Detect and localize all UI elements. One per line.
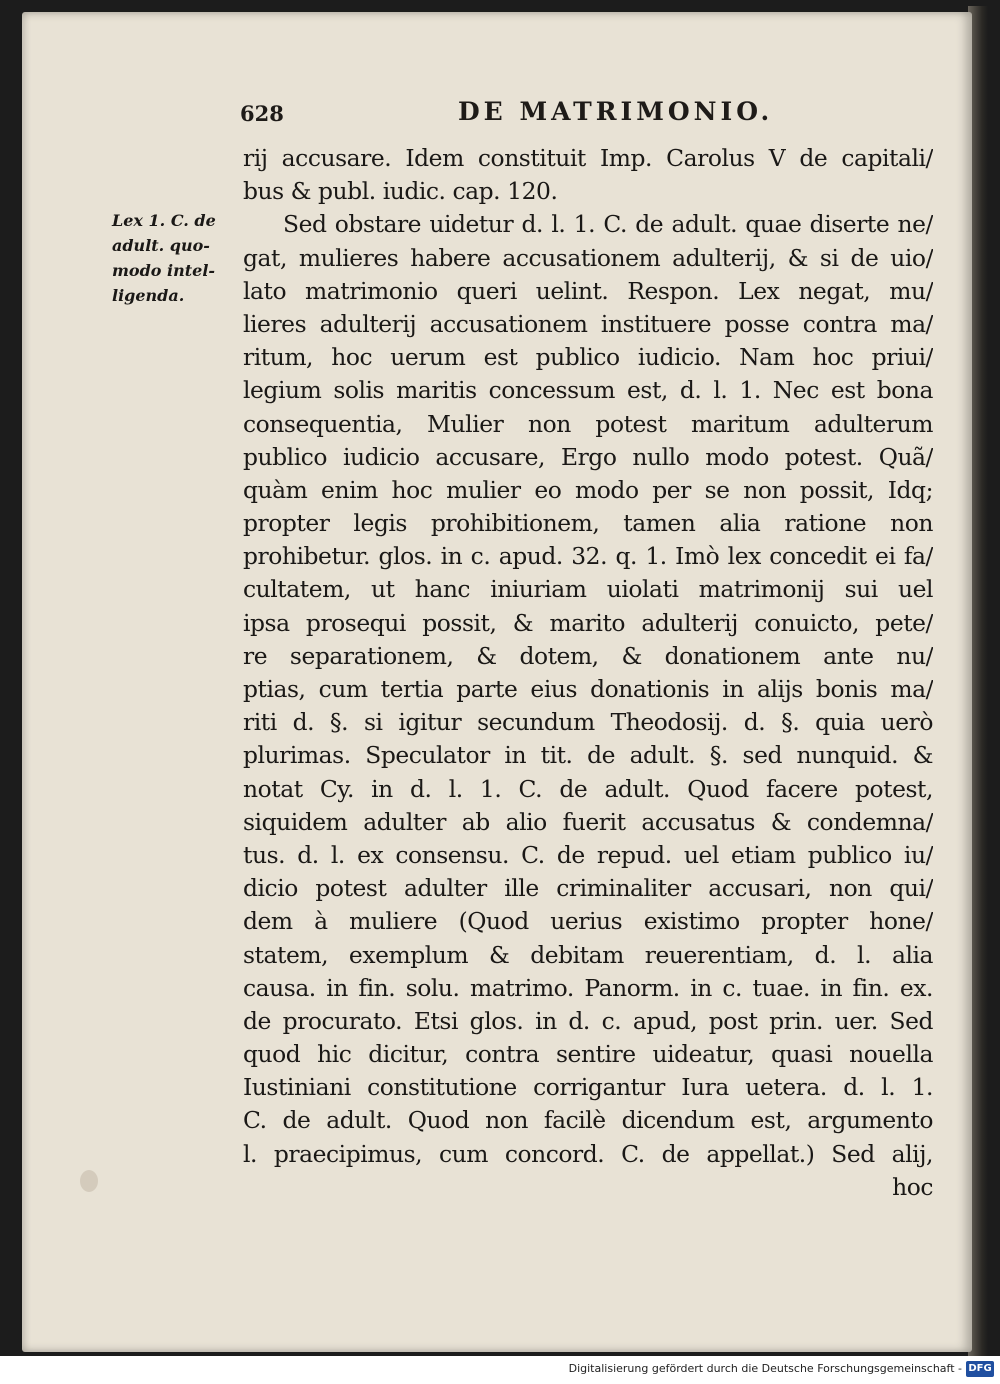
text-line: dem à muliere (Quod uerius existimo propter hone/ bbox=[243, 907, 933, 936]
text-line: lato matrimonio queri uelint. Respon. Lex negat, mu/ bbox=[243, 276, 933, 305]
text-line: lieres adulterij accusationem instituere posse contra ma/ bbox=[243, 309, 933, 338]
marginal-note-line: modo intel- bbox=[112, 261, 216, 280]
text-line: gat, mulieres habere accusationem adulterij, & si de uio/ bbox=[243, 243, 933, 272]
text-line: Iustiniani constitutione corrigantur Iura uetera. d. l. 1. bbox=[243, 1073, 933, 1102]
marginal-note-line: Lex 1. C. de bbox=[112, 211, 216, 230]
text-line: C. de adult. Quod non facilè dicendum est, argumento bbox=[243, 1106, 933, 1135]
text-line: legium solis maritis concessum est, d. l. 1. Nec est bona bbox=[243, 376, 933, 405]
dfg-logo: DFG bbox=[966, 1361, 994, 1377]
text-line: bus & publ. iudic. cap. 120. bbox=[243, 177, 558, 206]
text-line: plurimas. Speculator in tit. de adult. §. sed nunquid. & bbox=[243, 741, 933, 770]
text-line: riti d. §. si igitur secundum Theodosij. d. §. quia uerò bbox=[243, 708, 933, 737]
page-number: 628 bbox=[240, 101, 284, 126]
text-line: prohibetur. glos. in c. apud. 32. q. 1. Imò lex concedit ei fa/ bbox=[243, 542, 933, 571]
marginal-note bbox=[112, 208, 247, 308]
text-line: Sed obstare uidetur d. l. 1. C. de adult. quae diserte ne/ bbox=[283, 210, 933, 239]
text-line: ritum, hoc uerum est publico iudicio. Nam hoc priui/ bbox=[243, 343, 933, 372]
text-line: siquidem adulter ab alio fuerit accusatus & condemna/ bbox=[243, 807, 933, 836]
footer-bar bbox=[0, 1356, 1000, 1384]
text-line: ipsa prosequi possit, & marito adulterij conuicto, pete/ bbox=[243, 608, 933, 637]
marginal-note-line: adult. quo- bbox=[112, 236, 210, 255]
catchword: hoc bbox=[892, 1172, 933, 1201]
text-line: dicio potest adulter ille criminaliter accusari, non qui/ bbox=[243, 874, 933, 903]
running-title: DE MATRIMONIO. bbox=[458, 97, 774, 126]
text-line: publico iudicio accusare, Ergo nullo modo potest. Quã/ bbox=[243, 442, 933, 471]
funding-credit: Digitalisierung gefördert durch die Deutsche Forschungsgemeinschaft - bbox=[568, 1362, 962, 1375]
text-line: l. praecipimus, cum concord. C. de appellat.) Sed alij, bbox=[243, 1139, 933, 1168]
text-line: re separationem, & dotem, & donationem ante nu/ bbox=[243, 641, 933, 670]
body-text bbox=[243, 142, 933, 1204]
text-line: de procurato. Etsi glos. in d. c. apud, post prin. uer. Sed bbox=[243, 1006, 933, 1035]
text-line: ptias, cum tertia parte eius donationis in alijs bonis ma/ bbox=[243, 675, 933, 703]
text-line: causa. in fin. solu. matrimo. Panorm. in c. tuae. in fin. ex. bbox=[243, 973, 933, 1002]
text-line: rij accusare. Idem constituit Imp. Carolus V de capitali/ bbox=[243, 144, 933, 172]
text-line: cultatem, ut hanc iniuriam uiolati matrimonij sui uel bbox=[243, 575, 933, 604]
text-line: tus. d. l. ex consensu. C. de repud. uel etiam publico iu/ bbox=[243, 840, 933, 869]
paper-stain bbox=[80, 1170, 98, 1192]
marginal-note-line: ligenda. bbox=[112, 286, 185, 305]
text-line: propter legis prohibitionem, tamen alia ratione non bbox=[243, 509, 933, 538]
text-line: statem, exemplum & debitam reuerentiam, d. l. alia bbox=[243, 940, 933, 969]
text-line: notat Cy. in d. l. 1. C. de adult. Quod facere potest, bbox=[243, 774, 933, 803]
text-line: consequentia, Mulier non potest maritum adulterum bbox=[243, 409, 933, 438]
text-line: quod hic dicitur, contra sentire uideatur, quasi nouella bbox=[243, 1040, 933, 1069]
text-line: quàm enim hoc mulier eo modo per se non possit, Idq; bbox=[243, 475, 933, 504]
